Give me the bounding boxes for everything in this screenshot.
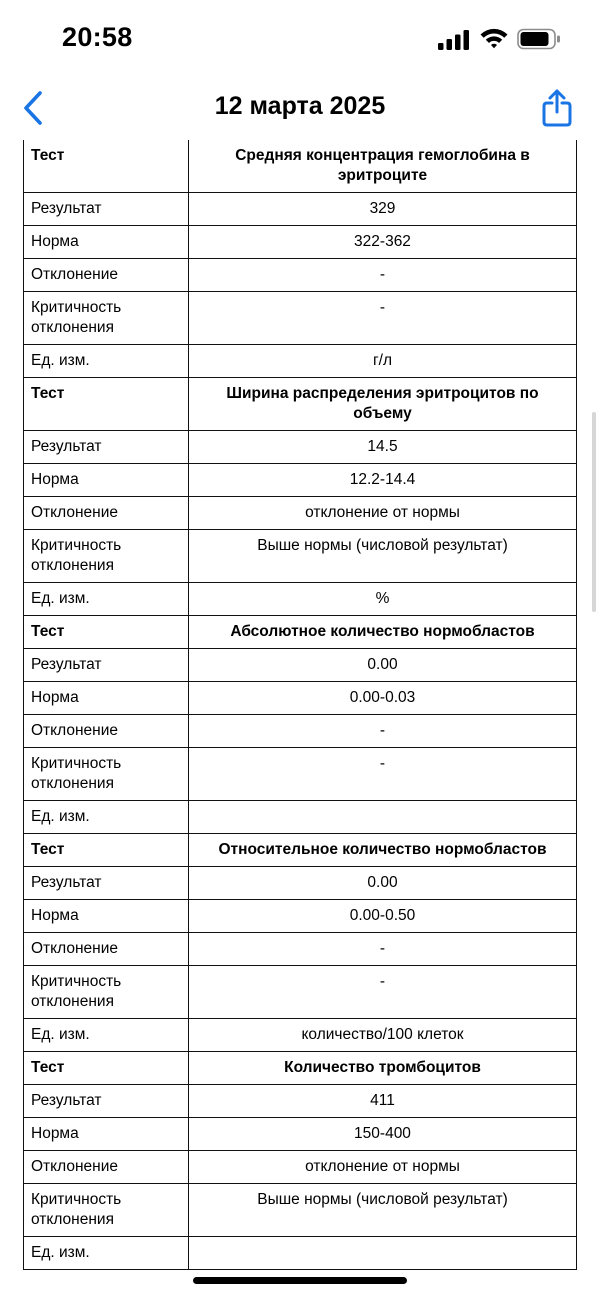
table-row — [24, 497, 577, 530]
field-value-cell — [189, 801, 577, 834]
results-table — [23, 140, 577, 1270]
test-name-cell: Ширина распределения эритроцитов по объему — [189, 378, 577, 431]
field-value-cell: отклонение от нормы — [189, 1151, 577, 1184]
test-name-cell: Средняя концентрация гемоглобина в эритроците — [189, 140, 577, 193]
field-value-cell: 0.00 — [189, 649, 577, 682]
field-label-cell: Критичность отклонения — [24, 292, 189, 345]
field-label-cell: Результат — [24, 431, 189, 464]
table-row — [24, 345, 577, 378]
field-value-cell: 0.00-0.50 — [189, 900, 577, 933]
field-value-cell: - — [189, 292, 577, 345]
table-row — [24, 583, 577, 616]
field-label-cell: Критичность отклонения — [24, 1184, 189, 1237]
field-label-cell: Норма — [24, 464, 189, 497]
cellular-signal-icon — [438, 30, 470, 50]
field-label-cell: Ед. изм. — [24, 1019, 189, 1052]
field-label-cell: Результат — [24, 867, 189, 900]
field-label-cell: Норма — [24, 900, 189, 933]
table-row — [24, 530, 577, 583]
table-row — [24, 682, 577, 715]
field-label-cell: Норма — [24, 226, 189, 259]
field-value-cell: 12.2-14.4 — [189, 464, 577, 497]
battery-icon — [517, 28, 561, 50]
field-value-cell: 411 — [189, 1085, 577, 1118]
field-label-cell: Результат — [24, 649, 189, 682]
field-value-cell: 14.5 — [189, 431, 577, 464]
table-row — [24, 748, 577, 801]
home-indicator[interactable] — [193, 1277, 407, 1284]
status-bar — [0, 0, 600, 80]
field-value-cell: - — [189, 748, 577, 801]
field-value-cell: Выше нормы (числовой результат) — [189, 530, 577, 583]
table-row — [24, 431, 577, 464]
field-value-cell: Выше нормы (числовой результат) — [189, 1184, 577, 1237]
field-value-cell: - — [189, 259, 577, 292]
test-label-cell: Тест — [24, 140, 189, 193]
field-value-cell: 150-400 — [189, 1118, 577, 1151]
table-row — [24, 1085, 577, 1118]
test-label-cell: Тест — [24, 1052, 189, 1085]
field-value-cell: - — [189, 715, 577, 748]
field-label-cell: Критичность отклонения — [24, 530, 189, 583]
test-header-row — [24, 140, 577, 193]
field-label-cell: Отклонение — [24, 497, 189, 530]
table-row — [24, 464, 577, 497]
field-label-cell: Результат — [24, 193, 189, 226]
table-row — [24, 1118, 577, 1151]
results-table-viewport[interactable] — [0, 140, 600, 1261]
field-label-cell: Ед. изм. — [24, 1237, 189, 1270]
field-value-cell — [189, 1237, 577, 1270]
field-value-cell: отклонение от нормы — [189, 497, 577, 530]
field-label-cell: Отклонение — [24, 715, 189, 748]
field-value-cell: 329 — [189, 193, 577, 226]
table-row — [24, 226, 577, 259]
test-name-cell: Абсолютное количество нормобластов — [189, 616, 577, 649]
table-row — [24, 1151, 577, 1184]
table-row — [24, 1237, 577, 1270]
test-name-cell: Относительное количество нормобластов — [189, 834, 577, 867]
field-value-cell: % — [189, 583, 577, 616]
table-row — [24, 933, 577, 966]
field-label-cell: Ед. изм. — [24, 801, 189, 834]
table-row — [24, 900, 577, 933]
field-label-cell: Критичность отклонения — [24, 966, 189, 1019]
test-label-cell: Тест — [24, 616, 189, 649]
field-label-cell: Отклонение — [24, 1151, 189, 1184]
test-header-row — [24, 378, 577, 431]
table-row — [24, 966, 577, 1019]
page-title: 12 марта 2025 — [214, 92, 386, 120]
table-row — [24, 649, 577, 682]
field-label-cell: Ед. изм. — [24, 583, 189, 616]
field-value-cell: - — [189, 933, 577, 966]
status-time: 20:58 — [62, 22, 133, 52]
scroll-indicator — [592, 412, 596, 612]
field-label-cell: Отклонение — [24, 259, 189, 292]
field-label-cell: Норма — [24, 682, 189, 715]
table-row — [24, 193, 577, 226]
table-row — [24, 867, 577, 900]
table-row — [24, 292, 577, 345]
field-label-cell: Норма — [24, 1118, 189, 1151]
field-label-cell: Отклонение — [24, 933, 189, 966]
test-name-cell: Количество тромбоцитов — [189, 1052, 577, 1085]
field-value-cell: г/л — [189, 345, 577, 378]
table-row — [24, 801, 577, 834]
field-value-cell: количество/100 клеток — [189, 1019, 577, 1052]
test-header-row — [24, 616, 577, 649]
table-row — [24, 1019, 577, 1052]
nav-bar — [0, 80, 600, 140]
test-label-cell: Тест — [24, 378, 189, 431]
field-label-cell: Ед. изм. — [24, 345, 189, 378]
table-row — [24, 715, 577, 748]
field-value-cell: - — [189, 966, 577, 1019]
field-value-cell: 0.00 — [189, 867, 577, 900]
field-label-cell: Критичность отклонения — [24, 748, 189, 801]
field-value-cell: 0.00-0.03 — [189, 682, 577, 715]
table-row — [24, 259, 577, 292]
share-icon[interactable] — [541, 88, 573, 128]
wifi-icon — [479, 27, 509, 49]
table-row — [24, 1184, 577, 1237]
field-value-cell: 322-362 — [189, 226, 577, 259]
test-header-row — [24, 834, 577, 867]
field-label-cell: Результат — [24, 1085, 189, 1118]
test-label-cell: Тест — [24, 834, 189, 867]
test-header-row — [24, 1052, 577, 1085]
